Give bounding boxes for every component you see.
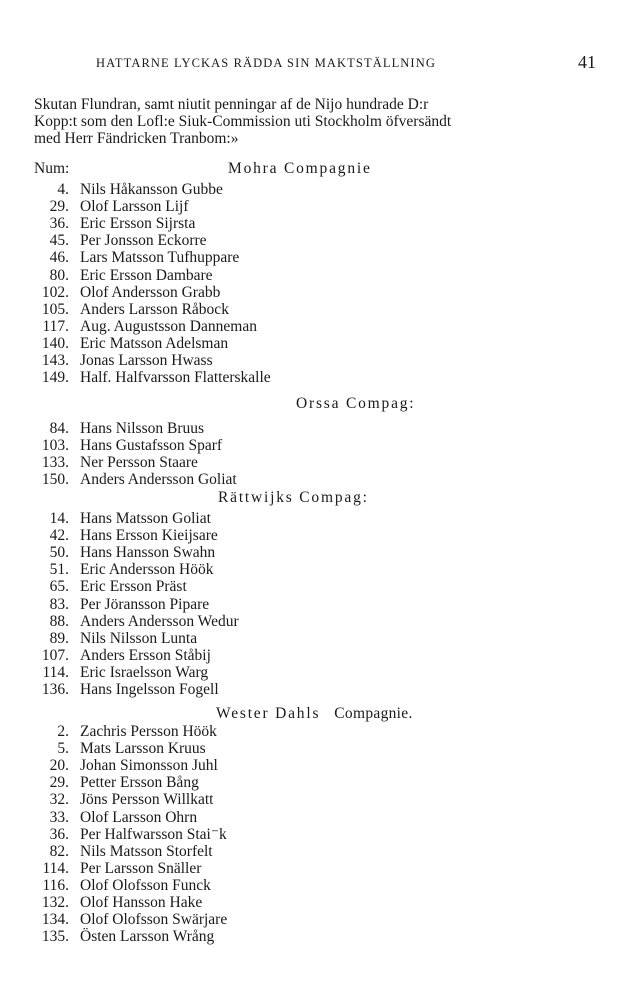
member-row [0, 911, 600, 928]
member-name: Lars Matsson Tufhuppare [80, 249, 240, 267]
member-name: Nils Nilsson Lunta [80, 629, 198, 647]
member-row [0, 826, 600, 843]
member-name: Per Jöransson Pipare [80, 595, 210, 613]
member-number: 133. [41, 454, 69, 472]
company-title [216, 705, 413, 723]
member-number: 36. [49, 825, 69, 843]
member-name: Hans Gustafsson Sparf [80, 437, 223, 455]
member-number: 102. [41, 283, 69, 301]
member-name: Anders Larsson Råbock [80, 300, 229, 318]
member-name: Hans Nilsson Bruus [80, 420, 205, 437]
intro-paragraph [34, 96, 594, 147]
member-name: Hans Hansson Swahn [80, 544, 216, 562]
member-name: Per Jonsson Eckorre [80, 232, 207, 250]
member-number: 140. [41, 334, 69, 352]
member-number: 36. [49, 215, 69, 233]
company-title-tail: Compagnie. [334, 705, 413, 722]
member-name: Olof Andersson Grabb [80, 283, 221, 301]
member-name: Eric Ersson Sijrsta [80, 215, 196, 233]
member-number: 134. [41, 911, 69, 929]
member-row [0, 723, 600, 740]
member-row [0, 369, 600, 386]
member-name: Nils Håkansson Gubbe [80, 181, 223, 198]
page-header [96, 52, 596, 74]
member-name: Per Halfwarsson Stai⁻k [80, 825, 227, 843]
member-row [0, 860, 600, 877]
member-number: 83. [49, 595, 69, 613]
intro-line: Skutan Flundran, samt niutit penningar af de Nijo hundrade D:r [34, 96, 429, 113]
member-name: Aug. Augustsson Danneman [80, 317, 257, 335]
member-number: 32. [49, 791, 69, 809]
member-number: 132. [41, 894, 69, 911]
member-row [0, 335, 600, 352]
member-row [0, 877, 600, 894]
member-name: Jöns Persson Willkatt [80, 791, 214, 809]
member-row [0, 809, 600, 826]
member-number: 82. [49, 842, 69, 860]
member-row [0, 561, 600, 578]
member-row [0, 198, 600, 215]
member-number: 143. [41, 352, 69, 369]
member-row [0, 757, 600, 774]
member-number: 149. [41, 369, 69, 387]
member-number: 51. [49, 561, 69, 579]
member-number: 29. [49, 198, 69, 216]
member-number: 84. [49, 420, 69, 437]
member-number: 5. [57, 740, 69, 758]
member-number: 50. [49, 544, 69, 562]
member-row [0, 774, 600, 791]
member-number: 45. [49, 232, 69, 250]
member-name: Zachris Persson Höök [80, 723, 217, 740]
member-row [0, 664, 600, 681]
member-row [0, 681, 600, 698]
member-name: Olof Olofsson Swärjare [80, 911, 228, 929]
member-number: 46. [49, 249, 69, 267]
member-row [0, 843, 600, 860]
member-name: Jonas Larsson Hwass [80, 352, 213, 369]
member-number: 42. [49, 527, 69, 545]
member-row [0, 301, 600, 318]
member-row [0, 215, 600, 232]
member-row [0, 181, 600, 198]
member-row [0, 437, 600, 454]
member-row [0, 894, 600, 911]
member-row [0, 527, 600, 544]
member-row [0, 454, 600, 471]
page-number: 41 [578, 52, 596, 72]
member-name: Olof Larsson Ohrn [80, 808, 198, 826]
member-number: 117. [42, 317, 69, 335]
running-title: HATTARNE LYCKAS RÄDDA SIN MAKTSTÄLLNING [96, 56, 436, 70]
member-number: 116. [42, 876, 69, 894]
num-column-label: Num: [34, 160, 70, 177]
member-number: 89. [49, 629, 69, 647]
member-row [0, 740, 600, 757]
company-title [228, 160, 372, 178]
member-row [0, 318, 600, 335]
company-title-text: Wester Dahls [216, 705, 321, 722]
company-title-text: Orssa Compag: [296, 395, 416, 412]
member-name: Olof Larsson Lijf [80, 198, 189, 216]
member-name: Anders Andersson Wedur [80, 612, 239, 630]
member-name: Olof Hansson Hake [80, 894, 203, 911]
member-number: 135. [41, 928, 69, 946]
member-name: Eric Ersson Dambare [80, 266, 213, 284]
member-row [0, 596, 600, 613]
company-title-text: Rättwijks Compag: [218, 489, 369, 506]
member-number: 20. [49, 757, 69, 775]
member-number: 114. [42, 859, 69, 877]
member-number: 4. [57, 181, 69, 198]
member-number: 80. [49, 266, 69, 284]
member-row [0, 420, 600, 437]
member-row [0, 510, 600, 527]
member-name: Eric Matsson Adelsman [80, 334, 229, 352]
member-name: Johan Simonsson Juhl [80, 757, 218, 775]
member-row [0, 352, 600, 369]
member-row [0, 613, 600, 630]
member-number: 2. [57, 723, 69, 740]
member-name: Hans Ersson Kieijsare [80, 527, 218, 545]
member-row [0, 928, 600, 945]
member-name: Hans Ingelsson Fogell [80, 681, 219, 698]
member-row [0, 630, 600, 647]
member-row [0, 232, 600, 249]
member-number: 150. [41, 471, 69, 489]
member-number: 29. [49, 774, 69, 792]
member-row [0, 471, 600, 488]
member-number: 105. [41, 300, 69, 318]
member-number: 136. [41, 681, 69, 698]
member-row [0, 267, 600, 284]
member-name: Nils Matsson Storfelt [80, 842, 213, 860]
member-row [0, 578, 600, 595]
member-name: Eric Ersson Präst [80, 578, 187, 596]
member-name: Olof Olofsson Funck [80, 876, 211, 894]
member-name: Mats Larsson Kruus [80, 740, 206, 758]
member-number: 33. [49, 808, 69, 826]
member-row [0, 284, 600, 301]
member-number: 88. [49, 612, 69, 630]
member-row [0, 249, 600, 266]
member-name: Anders Andersson Goliat [80, 471, 237, 489]
member-number: 107. [41, 646, 69, 664]
member-number: 114. [42, 663, 69, 681]
member-number: 14. [49, 510, 69, 527]
member-row [0, 791, 600, 808]
member-name: Eric Israelsson Warg [80, 663, 209, 681]
company-title [296, 395, 415, 413]
company-title [218, 489, 369, 507]
member-name: Ner Persson Staare [80, 454, 198, 472]
member-name: Per Larsson Snäller [80, 859, 202, 877]
member-name: Hans Matsson Goliat [80, 510, 211, 527]
member-name: Eric Andersson Höök [80, 561, 214, 579]
intro-line: Kopp:t som den Lofl:e Siuk-Commission uti Stockholm öfversändt [34, 113, 452, 130]
member-name: Petter Ersson Bång [80, 774, 199, 792]
member-name: Half. Halfvarsson Flatterskalle [80, 369, 271, 387]
member-row [0, 544, 600, 561]
member-name: Anders Ersson Ståbij [80, 646, 211, 664]
member-row [0, 647, 600, 664]
member-number: 103. [41, 437, 69, 455]
member-name: Östen Larsson Wrång [80, 928, 215, 946]
member-number: 65. [49, 578, 69, 596]
company-title-text: Mohra Compagnie [228, 160, 372, 177]
intro-line: med Herr Fändricken Tranbom:» [34, 130, 239, 147]
